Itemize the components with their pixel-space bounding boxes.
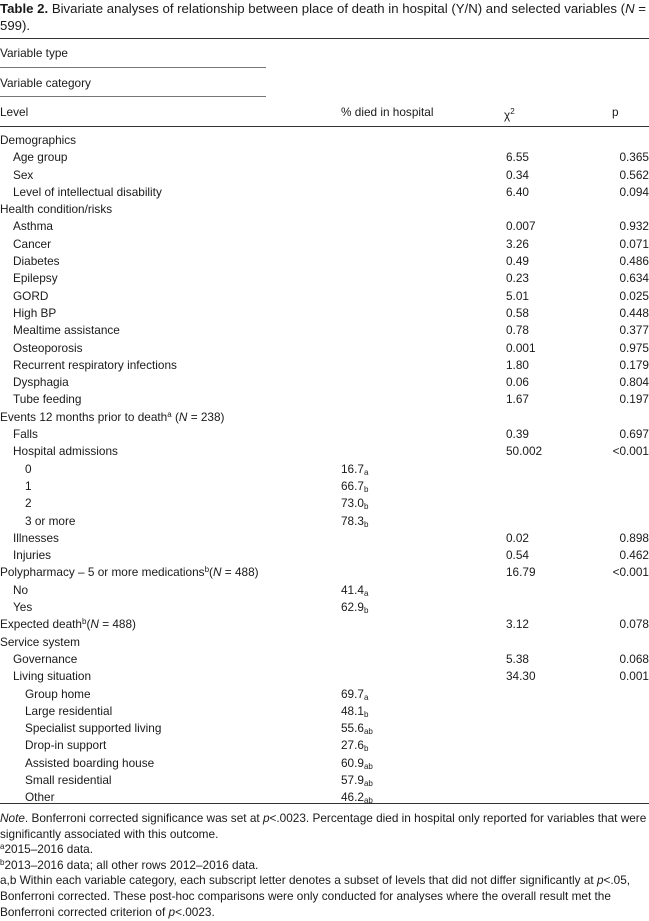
pct-died-value: $55.6_{ab}$ bbox=[341, 721, 373, 737]
row-label: Mealtime assistance bbox=[13, 323, 120, 338]
p-value: 0.634 bbox=[619, 271, 649, 286]
table-row bbox=[0, 513, 649, 530]
row-label: Governance bbox=[13, 651, 78, 666]
p-value: 0.025 bbox=[619, 288, 649, 303]
header-variable-category: Variable category bbox=[0, 76, 91, 90]
chi-square-value: 0.23 bbox=[506, 271, 529, 286]
table-row bbox=[0, 478, 649, 495]
caption-n-symbol: N bbox=[625, 1, 635, 16]
header-rule bbox=[0, 126, 649, 127]
pct-died-value: $78.3_b$ bbox=[341, 513, 369, 529]
row-label: Demographics bbox=[0, 133, 77, 147]
table-row bbox=[0, 720, 649, 737]
p-value: 0.448 bbox=[619, 305, 649, 320]
p-value: 0.197 bbox=[619, 392, 649, 407]
chi-square-value: 3.26 bbox=[506, 236, 529, 251]
table-row bbox=[0, 461, 649, 478]
row-label: Assisted boarding house bbox=[25, 755, 155, 770]
table-row bbox=[0, 651, 649, 668]
row-label: Dysphagia bbox=[13, 375, 69, 390]
row-label: Epilepsy bbox=[13, 271, 58, 286]
table-row bbox=[0, 547, 649, 564]
bottom-rule bbox=[0, 803, 649, 804]
subset-subscript: b bbox=[363, 606, 369, 616]
header-pct-died: % died in hospital bbox=[341, 105, 434, 119]
subset-subscript: b bbox=[363, 709, 369, 719]
p-value: 0.179 bbox=[619, 357, 649, 372]
category-row bbox=[0, 132, 649, 149]
chi-square-value: 0.49 bbox=[506, 254, 529, 269]
chi-square-value: 0.007 bbox=[506, 219, 536, 234]
row-label: Recurrent respiratory infections bbox=[13, 357, 177, 372]
row-label: Yes bbox=[13, 600, 33, 615]
category-row bbox=[0, 409, 649, 426]
table-row bbox=[0, 668, 649, 685]
subset-subscript: ab bbox=[363, 727, 373, 737]
row-label: Illnesses bbox=[13, 530, 59, 545]
row-label: No bbox=[13, 582, 29, 597]
table-row bbox=[0, 305, 649, 322]
p-value: 0.462 bbox=[619, 548, 649, 563]
p-value: 0.562 bbox=[619, 167, 649, 182]
p-value: <0.001 bbox=[612, 444, 649, 459]
chi-square-value: 0.78 bbox=[506, 323, 529, 338]
pct-died-value: $46.2_{ab}$ bbox=[341, 790, 373, 806]
table-row bbox=[0, 236, 649, 253]
table-row bbox=[0, 149, 649, 166]
pct-died-value: $27.6_b$ bbox=[341, 738, 369, 754]
table-row bbox=[0, 357, 649, 374]
row-label: Expected death$^b$(N = 488) bbox=[0, 617, 136, 632]
p-value: 0.001 bbox=[619, 669, 649, 684]
footnote-marker: a bbox=[167, 409, 172, 419]
chi-square-value: 0.001 bbox=[506, 340, 536, 355]
caption-n-value: = 599). bbox=[0, 1, 646, 33]
row-label: Specialist supported living bbox=[25, 721, 162, 736]
row-label: Drop-in support bbox=[25, 738, 107, 753]
pct-died-value: $57.9_{ab}$ bbox=[341, 772, 373, 788]
p-value: 0.697 bbox=[619, 427, 649, 442]
table-row bbox=[0, 737, 649, 754]
chi-square-value: 0.39 bbox=[506, 427, 529, 442]
subset-subscript: b bbox=[363, 744, 369, 754]
table-row bbox=[0, 703, 649, 720]
row-label: High BP bbox=[13, 305, 57, 320]
row-label: Living situation bbox=[13, 669, 92, 684]
pct-died-value: $41.4_a$ bbox=[341, 582, 369, 598]
table-row bbox=[0, 599, 649, 616]
chi-square-value: 1.67 bbox=[506, 392, 529, 407]
subset-subscript: ab bbox=[363, 761, 373, 771]
chi-square-value: 6.55 bbox=[506, 150, 529, 165]
p-value: 0.898 bbox=[619, 530, 649, 545]
row-label: Polypharmacy – 5 or more medications$^b$(N = 488) bbox=[0, 565, 259, 580]
pct-died-value: $69.7_a$ bbox=[341, 686, 369, 702]
chi-square-value: 5.01 bbox=[506, 288, 529, 303]
table-caption bbox=[0, 1, 647, 34]
p-value: 0.068 bbox=[619, 651, 649, 666]
subset-subscript: b bbox=[363, 484, 369, 494]
pct-died-value: $66.7_b$ bbox=[341, 478, 369, 494]
chi-square-value: 50.002 bbox=[506, 444, 543, 459]
table-row bbox=[0, 270, 649, 287]
subset-subscript: ab bbox=[363, 796, 373, 806]
chi-square-value: 34.30 bbox=[506, 669, 536, 684]
footnote-ab: a,b Within each variable category, each subscript letter denotes a subset of levels that did not differ significantly at p<.05, Bonferroni corrected. These post-hoc comparisons were only conducted for analyses where the overall result met the Bonferroni corrected criterion of p<.0023. bbox=[0, 873, 631, 919]
table-label: Table 2. bbox=[0, 1, 49, 16]
table-row bbox=[0, 218, 649, 235]
p-value: 0.377 bbox=[619, 323, 649, 338]
subset-subscript: b bbox=[363, 519, 369, 529]
category-row bbox=[0, 564, 649, 581]
chi-square-value: 3.12 bbox=[506, 617, 529, 632]
row-label: Sex bbox=[13, 167, 34, 182]
pct-died-value: $73.0_b$ bbox=[341, 496, 369, 512]
table-row bbox=[0, 686, 649, 703]
p-value: 0.078 bbox=[619, 617, 649, 632]
pct-died-value: $62.9_b$ bbox=[341, 600, 369, 616]
footnote-marker: b bbox=[82, 617, 87, 627]
table-row bbox=[0, 443, 649, 460]
row-label: Falls bbox=[13, 427, 38, 442]
table-row bbox=[0, 755, 649, 772]
p-value: 0.071 bbox=[619, 236, 649, 251]
row-label: Injuries bbox=[13, 548, 52, 563]
table-row bbox=[0, 391, 649, 408]
row-label: 1 bbox=[25, 478, 32, 493]
p-value: 0.932 bbox=[619, 219, 649, 234]
footnote-b: $^b$2013–2016 data; all other rows 2012–2016 data. bbox=[0, 857, 259, 872]
row-label: GORD bbox=[13, 288, 49, 303]
row-label: Asthma bbox=[13, 219, 53, 234]
p-value: 0.975 bbox=[619, 340, 649, 355]
p-value: 0.365 bbox=[619, 150, 649, 165]
table-notes bbox=[0, 811, 649, 920]
p-value: 0.486 bbox=[619, 254, 649, 269]
subset-subscript: b bbox=[363, 502, 369, 512]
chi-symbol: χ bbox=[504, 107, 511, 122]
chi-square-value: 0.06 bbox=[506, 375, 529, 390]
row-label: Tube feeding bbox=[13, 392, 82, 407]
chi-square-value: 1.80 bbox=[506, 357, 529, 372]
row-label: Diabetes bbox=[13, 254, 60, 269]
header-subrule-2 bbox=[0, 96, 266, 97]
table-row bbox=[0, 184, 649, 201]
chi-square-value: 0.54 bbox=[506, 548, 529, 563]
pct-died-value: $60.9_{ab}$ bbox=[341, 755, 373, 771]
p-value: 0.094 bbox=[619, 184, 649, 199]
table-body bbox=[0, 132, 649, 807]
table-row bbox=[0, 426, 649, 443]
note-label: Note bbox=[0, 811, 25, 825]
row-label: Group home bbox=[25, 686, 91, 701]
pct-died-value: $16.7_a$ bbox=[341, 461, 369, 477]
table-row bbox=[0, 340, 649, 357]
chi-square-value: 16.79 bbox=[506, 565, 536, 580]
row-label: Cancer bbox=[13, 236, 52, 251]
row-label: 3 or more bbox=[25, 513, 76, 528]
table-row bbox=[0, 495, 649, 512]
footnote-a: $^a$2015–2016 data. bbox=[0, 842, 94, 857]
header-p: p bbox=[612, 105, 619, 119]
row-label: Level of intellectual disability bbox=[13, 184, 162, 199]
p-value: 0.804 bbox=[619, 375, 649, 390]
chi-square-value: 0.58 bbox=[506, 305, 529, 320]
table-row bbox=[0, 582, 649, 599]
header-variable-type: Variable type bbox=[0, 46, 68, 60]
table-row bbox=[0, 253, 649, 270]
row-label: Osteoporosis bbox=[13, 340, 83, 355]
header-subrule-1 bbox=[0, 67, 266, 68]
row-label: 0 bbox=[25, 461, 32, 476]
row-label: Events 12 months prior to death$^a$ (N = 238) bbox=[0, 409, 225, 424]
table-row bbox=[0, 167, 649, 184]
footnote-marker: b bbox=[204, 565, 210, 575]
category-row bbox=[0, 634, 649, 651]
row-label: Hospital admissions bbox=[13, 444, 118, 459]
table-row bbox=[0, 322, 649, 339]
category-row bbox=[0, 616, 649, 633]
p-value: <0.001 bbox=[612, 565, 649, 580]
subset-subscript: a bbox=[363, 467, 369, 477]
pct-died-value: $48.1_b$ bbox=[341, 703, 369, 719]
row-label: Age group bbox=[13, 150, 68, 165]
chi-square-value: 5.38 bbox=[506, 651, 529, 666]
row-label: Large residential bbox=[25, 703, 113, 718]
table-row bbox=[0, 374, 649, 391]
row-label: 2 bbox=[25, 496, 32, 511]
table-row bbox=[0, 772, 649, 789]
subset-subscript: a bbox=[363, 588, 369, 598]
note-bonferroni: Note. Bonferroni corrected significance was set at p<.0023. Percentage died in hospital only reported for variables that were significantly associated with this outcome. bbox=[0, 811, 647, 841]
top-rule bbox=[0, 38, 649, 39]
caption-text: Bivariate analyses of relationship between place of death in hospital (Y/N) and selected variables ( bbox=[51, 1, 626, 16]
table-row bbox=[0, 530, 649, 547]
chi-square-value: 0.34 bbox=[506, 167, 529, 182]
chi-superscript: 2 bbox=[510, 107, 515, 116]
row-label: Other bbox=[25, 790, 55, 805]
header-chi-square bbox=[504, 105, 515, 122]
header-level: Level bbox=[0, 105, 29, 119]
row-label: Small residential bbox=[25, 772, 112, 787]
row-label: Service system bbox=[0, 634, 80, 649]
category-row bbox=[0, 201, 649, 218]
subset-subscript: ab bbox=[363, 778, 373, 788]
subset-subscript: a bbox=[363, 692, 369, 702]
table-row bbox=[0, 288, 649, 305]
chi-square-value: 6.40 bbox=[506, 184, 529, 199]
chi-square-value: 0.02 bbox=[506, 530, 529, 545]
row-label: Health condition/risks bbox=[0, 202, 113, 217]
